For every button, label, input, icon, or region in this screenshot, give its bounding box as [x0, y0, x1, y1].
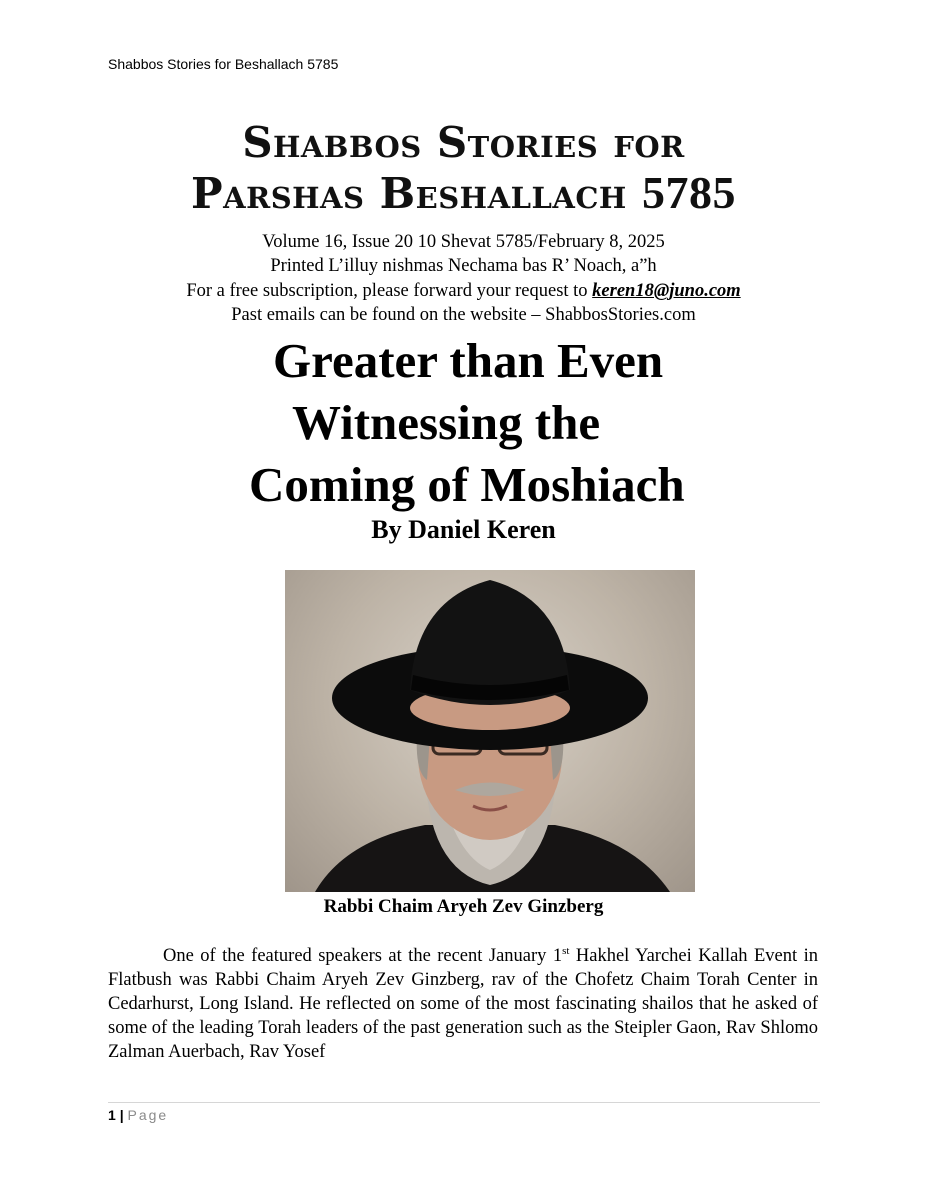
footer-divider [108, 1102, 820, 1103]
masthead-year: 5785 [641, 167, 736, 218]
portrait-illustration [285, 570, 695, 892]
masthead-parsha: Parshas Beshallach [191, 169, 627, 218]
article-body-paragraph [108, 944, 818, 1064]
page-label: Page [127, 1107, 169, 1123]
body-text-part-1: One of the featured speakers at the recent January 1 [163, 946, 563, 966]
issue-line: Volume 16, Issue 20 10 Shevat 5785/February 8, 2025 [262, 232, 665, 252]
article-title-line-2: Witnessing the [292, 395, 601, 450]
subscription-email-link[interactable]: keren18@juno.com [592, 281, 741, 301]
running-header: Shabbos Stories for Beshallach 5785 [108, 56, 339, 72]
rabbi-portrait-photo [285, 570, 695, 892]
page-footer [108, 1107, 168, 1123]
article-title-line-3: Coming of Moshiach [249, 457, 685, 512]
masthead [0, 118, 927, 219]
article-title-line-1: Greater than Even [273, 333, 664, 388]
byline: By Daniel Keren [371, 515, 556, 544]
footer-separator: | [119, 1107, 124, 1123]
body-text-part-2: Hakhel Yarchei Kallah Event in Flatbush was Rabbi Chaim Aryeh Zev Ginzberg, rav of the Chofetz Chaim Torah Center in Cedarhurst, Long Island. He reflected on some of the most fascinating shailos that he asked of some of the leading Torah leaders of the past generation such as the Steipler Gaon, Rav Shlomo Zalman Auerbach, Rav Yosef [108, 946, 818, 1062]
website-line: Past emails can be found on the website – ShabbosStories.com [231, 305, 696, 325]
masthead-line-2 [0, 168, 927, 219]
dedication-line: Printed L’illuy nishmas Nechama bas R’ Noach, a”h [270, 256, 657, 276]
ordinal-superscript: st [562, 944, 570, 957]
photo-caption: Rabbi Chaim Aryeh Zev Ginzberg [323, 896, 604, 917]
masthead-line-1: Shabbos Stories for [242, 118, 685, 167]
page-number: 1 [108, 1107, 116, 1123]
subscription-text: For a free subscription, please forward your request to [186, 281, 593, 301]
subscription-line [0, 279, 927, 303]
